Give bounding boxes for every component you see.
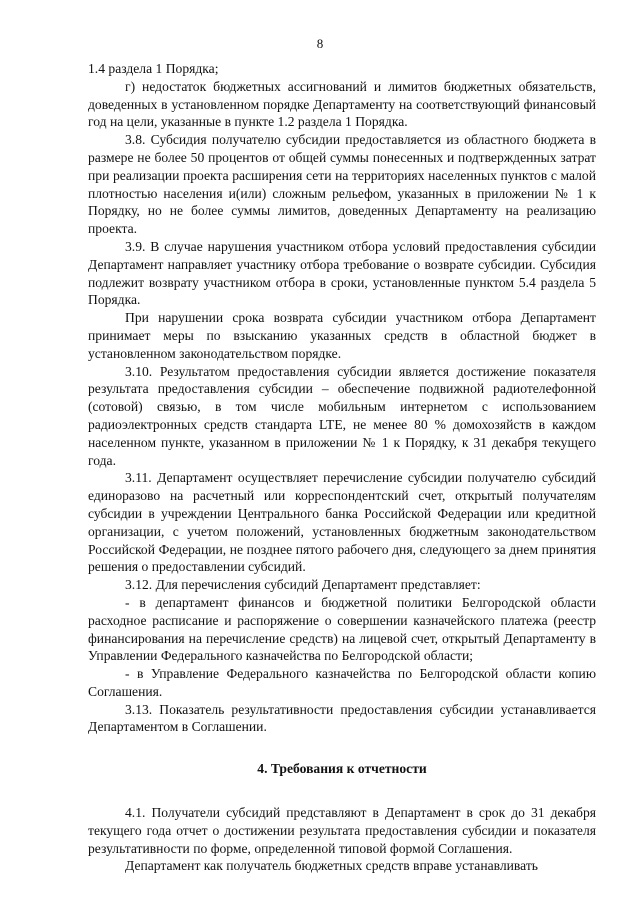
paragraph: 3.11. Департамент осуществляет перечисление субсидии получателю субсидий единоразово на расчетный или корреспондентский счет, открытый получателям субсидии в учреждении Центрального банка Российской Федерации или кредитной организации, с учетом положений, установленных бюджетным законодательством Российской Федерации, не позднее пятого рабочего дня, следующего за днем принятия решения о предоставлении субсидий. xyxy=(88,470,596,575)
paragraph: 3.13. Показатель результативности предоставления субсидии устанавливается Департаментом в Соглашении. xyxy=(88,701,596,735)
paragraph: 3.8. Субсидия получателю субсидии предоставляется из областного бюджета в размере не более 50 процентов от общей суммы понесенных и подтвержденных затрат при реализации проекта расширения сети на территориях населенных пунктов с малой плотностью населения и(или) сложным рельефом, указанных в приложении № 1 к Порядку, но не более суммы лимитов, доведенных Департаменту на реализацию проекта. xyxy=(88,132,596,237)
paragraphs-after-heading xyxy=(88,804,596,875)
page-number: 8 xyxy=(316,36,324,51)
paragraph: г) недостаток бюджетных ассигнований и лимитов бюджетных обязательств, доведенных в установленном порядке Департаменту на соответствующий финансовый год на цели, указанные в пункте 1.2 раздела 1 Порядка. xyxy=(88,78,596,130)
section-heading: 4. Требования к отчетности xyxy=(257,761,427,777)
paragraph: - в департамент финансов и бюджетной политики Белгородской области расходное расписание и распоряжение о совершении казначейского платежа (реестр финансирования на перечисление средств) на лицевой счет, открытый Департаменту в Управлении Федерального казначейства по Белгородской области; xyxy=(88,594,596,664)
paragraph: - в Управление Федерального казначейства по Белгородской области копию Соглашения. xyxy=(88,666,596,699)
paragraph: 3.9. В случае нарушения участником отбора условий предоставления субсидии Департамент направляет участнику отбора требование о возврате субсидии. Субсидия подлежит возврату участником отбора в сроки, установленные пунктом 5.4 раздела 5 Порядка. xyxy=(88,238,596,308)
paragraph: 4.1. Получатели субсидий представляют в Департамент в срок до 31 декабря текущего года отчет о достижении результата предоставления субсидии и показателя результативности по форме, определенной типовой формой Соглашения. xyxy=(88,805,596,856)
paragraph: Департамент как получатель бюджетных средств вправе устанавливать xyxy=(125,858,538,874)
paragraph: 1.4 раздела 1 Порядка; xyxy=(88,61,219,76)
document-body xyxy=(88,60,596,875)
paragraph: При нарушении срока возврата субсидии участником отбора Департамент принимает меры по взысканию указанных средств в областной бюджет в установленном законодательством порядке. xyxy=(88,310,596,361)
paragraphs-before-heading xyxy=(88,60,596,736)
paragraph: 3.12. Для перечисления субсидий Департамент представляет: xyxy=(125,577,481,593)
paragraph: 3.10. Результатом предоставления субсидии является достижение показателя результата предоставления субсидии – обеспечение подвижной радиотелефонной (сотовой) связью, в том числе мобильным интернетом с использованием радиоэлектронных средств стандарта LTE, не менее 80 % домохозяйств в каждом населенном пункте, указанном в приложении № 1 к Порядку, к 31 декабря текущего года. xyxy=(88,363,596,468)
